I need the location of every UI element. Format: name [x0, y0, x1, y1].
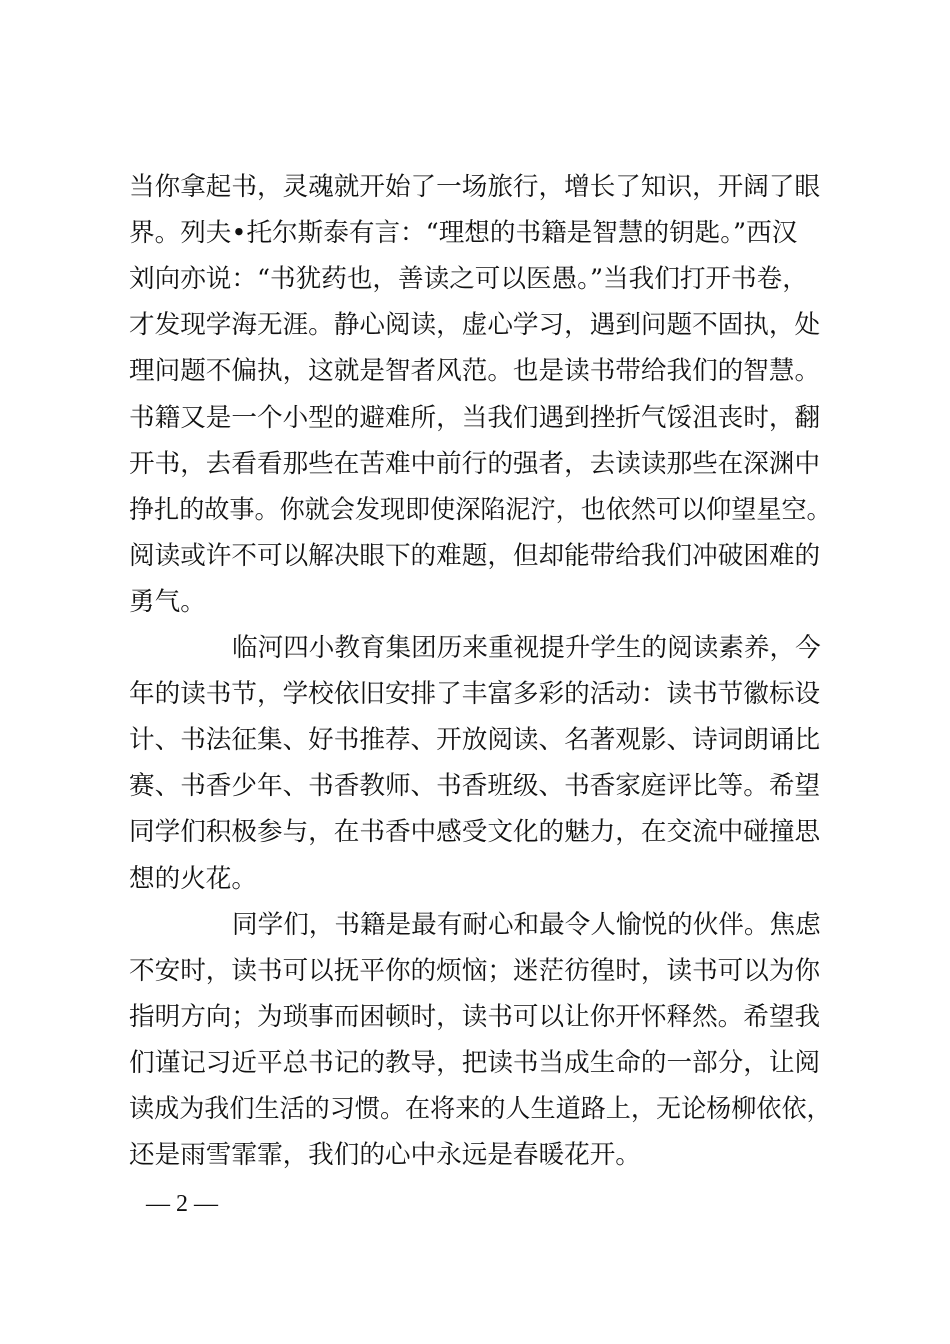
text-line: 界。列夫•托尔斯泰有言：“理想的书籍是智慧的钥匙。”西汉 — [129, 218, 798, 248]
text-line: 刘向亦说：“书犹药也，善读之可以医愚。”当我们打开书卷， — [129, 264, 808, 294]
text-line: 挣扎的故事。你就会发现即使深陷泥泞，也依然可以仰望星空。 — [129, 495, 832, 525]
text-line: 不安时，读书可以抚平你的烦恼；迷茫彷徨时，读书可以为你 — [129, 956, 821, 986]
text-line: 阅读或许不可以解决眼下的难题，但却能带给我们冲破困难的 — [129, 541, 821, 571]
text-line: 勇气。 — [129, 587, 206, 617]
text-line: 想的火花。 — [129, 864, 257, 894]
text-line: 读成为我们生活的习惯。在将来的人生道路上，无论杨柳依依， — [129, 1094, 832, 1124]
text-line: 理问题不偏执，这就是智者风范。也是读书带给我们的智慧。 — [129, 356, 821, 386]
text-line: 临河四小教育集团历来重视提升学生的阅读素养，今 — [232, 633, 821, 663]
text-line: 们谨记习近平总书记的教导，把读书当成生命的一部分，让阅 — [129, 1048, 821, 1078]
text-line: 书籍又是一个小型的避难所，当我们遇到挫折气馁沮丧时，翻 — [129, 403, 821, 433]
text-line: 同学们，书籍是最有耐心和最令人愉悦的伙伴。焦虑 — [232, 910, 821, 940]
text-line: 当你拿起书，灵魂就开始了一场旅行，增长了知识，开阔了眼 — [129, 172, 821, 202]
text-line: 赛、书香少年、书香教师、书香班级、书香家庭评比等。希望 — [129, 771, 821, 801]
text-line: 才发现学海无涯。静心阅读，虚心学习，遇到问题不固执，处 — [129, 310, 821, 340]
page-number: — 2 — — [146, 1191, 218, 1217]
text-line: 开书，去看看那些在苦难中前行的强者，去读读那些在深渊中 — [129, 449, 821, 479]
text-line: 年的读书节，学校依旧安排了丰富多彩的活动：读书节徽标设 — [129, 679, 821, 709]
text-line: 还是雨雪霏霏，我们的心中永远是春暖花开。 — [129, 1140, 641, 1170]
text-line: 计、书法征集、好书推荐、开放阅读、名著观影、诗词朗诵比 — [129, 725, 821, 755]
text-line: 指明方向；为琐事而困顿时，读书可以让你开怀释然。希望我 — [129, 1002, 821, 1032]
text-line: 同学们积极参与，在书香中感受文化的魅力，在交流中碰撞思 — [129, 817, 821, 847]
